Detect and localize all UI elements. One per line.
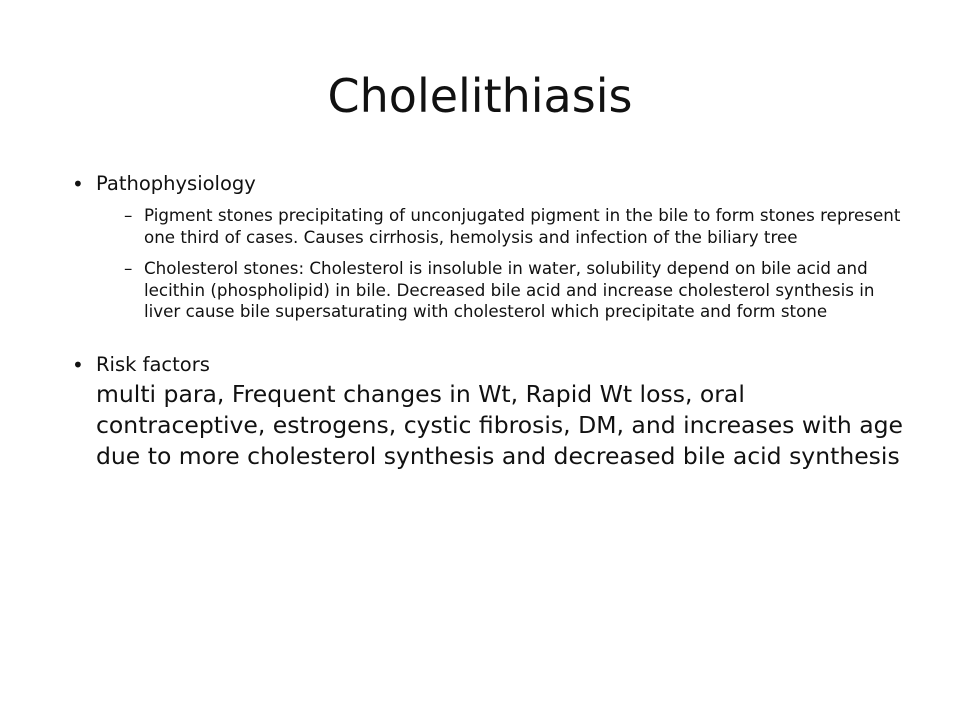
dash-icon: – <box>124 258 133 278</box>
dash-icon: – <box>124 205 133 225</box>
slide-content <box>72 170 912 472</box>
sub-item-text: Pigment stones precipitating of unconjugated pigment in the bile to form stones represent one third of cases. Causes cirrhosis, hemolysis and infection of the biliary tree <box>144 205 901 247</box>
bullet-risk-factors <box>72 351 912 472</box>
bullet-dot-icon: • <box>72 352 84 377</box>
sub-list <box>96 205 912 323</box>
bullet-dot-icon: • <box>72 172 84 196</box>
bullet-pathophysiology <box>72 170 912 323</box>
bullet-heading: Pathophysiology <box>96 172 256 195</box>
sub-item-pigment-stones <box>96 205 912 248</box>
risk-factors-text: multi para, Frequent changes in Wt, Rapid Wt loss, oral contraceptive, estrogens, cystic fibrosis, DM, and increases with age due to more cholesterol synthesis and decreased bile acid synthesis <box>96 379 903 470</box>
bullet-heading: Risk factors <box>96 352 210 376</box>
sub-item-text: Cholesterol stones: Cholesterol is insoluble in water, solubility depend on bile acid and lecithin (phospholipid) in bile. Decreased bile acid and increase cholesterol synthesis in liver cause bile supersaturating with cholesterol which precipitate and form stone <box>144 258 875 321</box>
sub-item-cholesterol-stones <box>96 258 912 323</box>
slide-title: Cholelithiasis <box>327 69 633 123</box>
